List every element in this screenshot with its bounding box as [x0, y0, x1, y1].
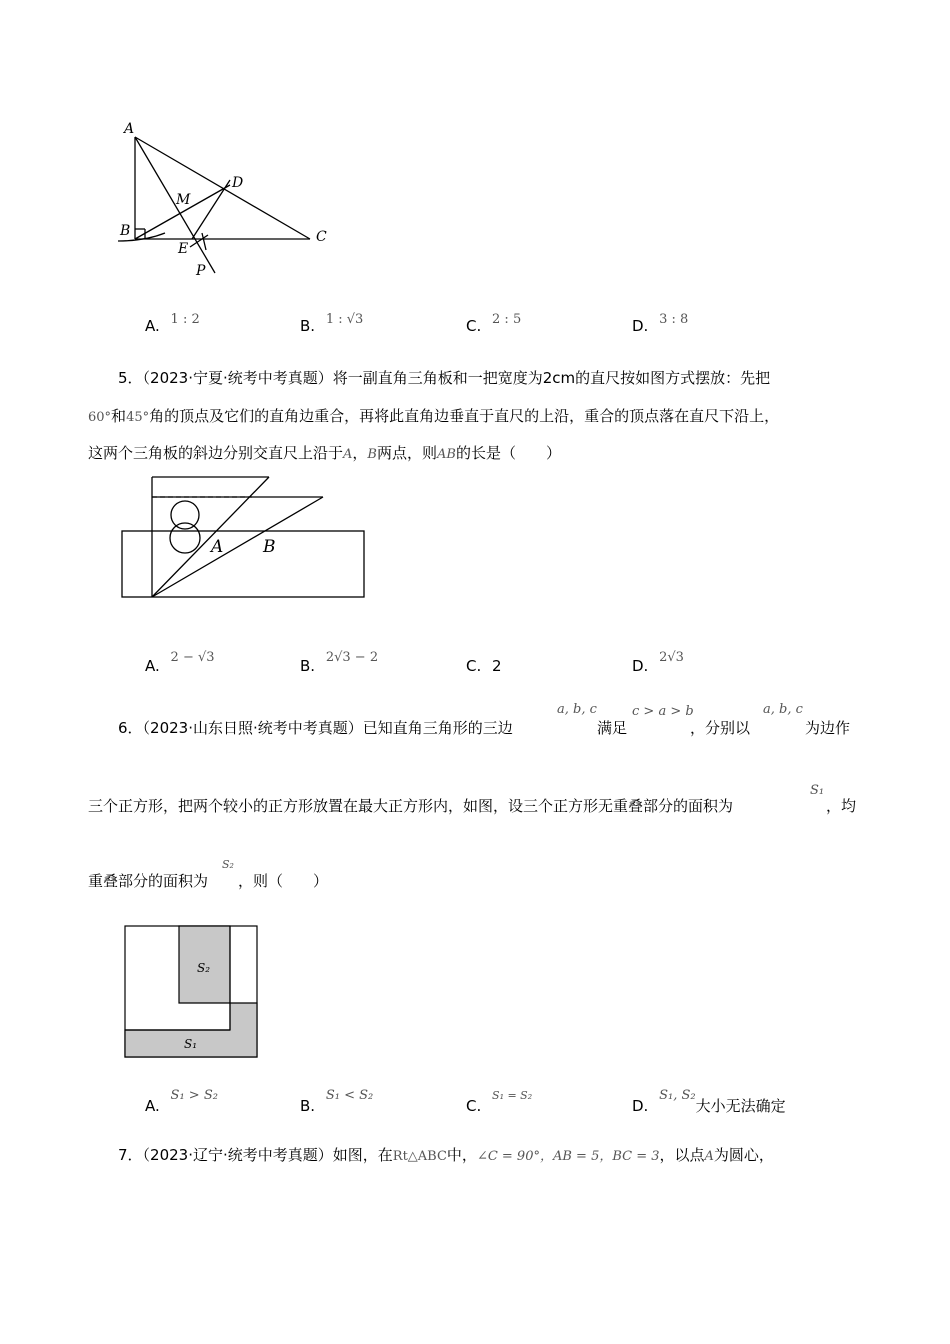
option-letter: B.: [300, 657, 316, 675]
q5-number: 5．: [118, 369, 143, 387]
option-value: 2: [492, 657, 502, 675]
q6-line3: [88, 871, 208, 891]
option-value: S₁, S₂: [659, 1088, 696, 1103]
q5-math-60: 60°: [88, 410, 112, 425]
q6-option-a[interactable]: [145, 1088, 218, 1118]
q7-source: （2023·辽宁·统考中考真题）: [142, 1146, 333, 1164]
q6-math-abc: a, b, c: [557, 702, 597, 717]
q6-label-S2: S₂: [197, 961, 211, 975]
q4-label-A: A: [124, 121, 135, 137]
q4-figure: [110, 115, 340, 285]
q7-text1c: ，以点: [659, 1146, 705, 1164]
q6-label-S1: S₁: [184, 1037, 198, 1051]
q6-number: 6．: [118, 719, 143, 737]
option-value: 2√3 − 2: [325, 650, 379, 665]
q7-text1b: 中，: [446, 1146, 477, 1164]
option-letter: A.: [145, 657, 160, 675]
q5-source: （2023·宁夏·统考中考真题）: [142, 369, 333, 387]
q5-math-A: A: [343, 447, 353, 462]
option-letter: A.: [145, 1097, 160, 1115]
option-letter: D.: [632, 317, 649, 335]
q6-math-abc2: a, b, c: [763, 702, 803, 717]
option-letter: B.: [300, 1097, 316, 1115]
q4-option-d[interactable]: [632, 312, 689, 338]
q5-comma: ，: [352, 444, 368, 462]
q7-line1: [118, 1145, 774, 1167]
q6-math-S1: S₁: [810, 783, 825, 798]
q6-line2: [88, 796, 733, 816]
option-value: 1 : √3: [325, 312, 364, 327]
q6-text3b: ，则（ ）: [238, 872, 329, 890]
q6-figure: [120, 922, 265, 1064]
q6-text1b: 满足: [597, 719, 628, 737]
option-letter: D.: [632, 657, 649, 675]
option-letter: B.: [300, 317, 316, 335]
q5-math-B: B: [367, 447, 377, 462]
q4-label-P: P: [196, 263, 206, 279]
q4-label-C: C: [316, 229, 327, 245]
option-letter: D.: [632, 1097, 649, 1115]
q5-option-a[interactable]: [145, 650, 215, 678]
option-value: S₁ > S₂: [170, 1088, 218, 1103]
option-value: 2 : 5: [492, 312, 522, 327]
q6-option-c[interactable]: [466, 1089, 533, 1118]
q6-text1: 已知直角三角形的三边: [362, 719, 513, 737]
q5-text3b: 两点，则: [376, 444, 437, 462]
q4-label-B: B: [120, 223, 131, 239]
q5-label-A: A: [211, 537, 224, 557]
q5-line3: [88, 443, 561, 465]
q6-source: （2023·山东日照·统考中考真题）: [142, 719, 363, 737]
q5-label-B: B: [263, 537, 276, 557]
q6-text2b: ，均: [826, 797, 857, 815]
option-letter: C.: [466, 657, 482, 675]
q5-option-b[interactable]: [300, 650, 379, 678]
option-value: 2√3: [659, 650, 684, 665]
q5-line2: [88, 406, 779, 428]
q4-option-b[interactable]: [300, 312, 364, 338]
q7-math-cond: ∠C = 90°，AB = 5，BC = 3: [476, 1149, 660, 1164]
q6-option-b[interactable]: [300, 1088, 374, 1118]
q6-text2: 三个正方形，把两个较小的正方形放置在最大正方形内，如图，设三个正方形无重叠部分的面积为: [88, 797, 734, 815]
q5-option-c[interactable]: [466, 656, 502, 676]
option-value: S₁ = S₂: [492, 1089, 533, 1102]
q6-math-cond: c > a > b: [632, 704, 694, 719]
q6-math-S2: S₂: [222, 858, 234, 871]
option-value: S₁ < S₂: [325, 1088, 374, 1103]
option-letter: C.: [466, 317, 482, 335]
option-suffix: 大小无法确定: [695, 1097, 786, 1115]
q6-text1d: 为边作: [805, 719, 851, 737]
q5-math-45: 45°: [126, 410, 150, 425]
option-value: 2 − √3: [170, 650, 215, 665]
q5-and: 和: [111, 407, 127, 425]
q4-label-E: E: [178, 241, 189, 257]
q5-text3c: 的长是（ ）: [455, 444, 561, 462]
q4-option-c[interactable]: [466, 312, 522, 338]
q4-label-M: M: [176, 192, 191, 208]
q7-math-tri: Rt△ABC: [392, 1149, 447, 1164]
q7-text1: 如图，在: [332, 1146, 393, 1164]
q5-math-AB: AB: [437, 447, 456, 462]
q5-text2: 角的顶点及它们的直角边重合，再将此直角边垂直于直尺的上沿，重合的顶点落在直尺下沿上，: [149, 407, 780, 425]
q7-text1d: 为圆心，: [713, 1146, 774, 1164]
q4-label-D: D: [232, 175, 244, 191]
option-letter: A.: [145, 317, 160, 335]
q5-option-d[interactable]: [632, 650, 684, 678]
q5-text3a: 这两个三角板的斜边分别交直尺上沿于: [88, 444, 344, 462]
q5-line1: [118, 368, 770, 388]
option-letter: C.: [466, 1097, 482, 1115]
q5-figure: [115, 472, 375, 604]
q6-line1: [118, 718, 513, 738]
q7-math-A: A: [704, 1149, 714, 1164]
q5-text: 将一副直角三角板和一把宽度为2cm的直尺按如图方式摆放：先把: [332, 369, 771, 387]
q6-option-d[interactable]: [632, 1088, 786, 1118]
q7-number: 7．: [118, 1146, 143, 1164]
q6-text3: 重叠部分的面积为: [88, 872, 209, 890]
q4-option-a[interactable]: [145, 312, 200, 338]
option-value: 1 : 2: [170, 312, 200, 327]
q6-text1c: ，分别以: [690, 719, 751, 737]
option-value: 3 : 8: [659, 312, 689, 327]
